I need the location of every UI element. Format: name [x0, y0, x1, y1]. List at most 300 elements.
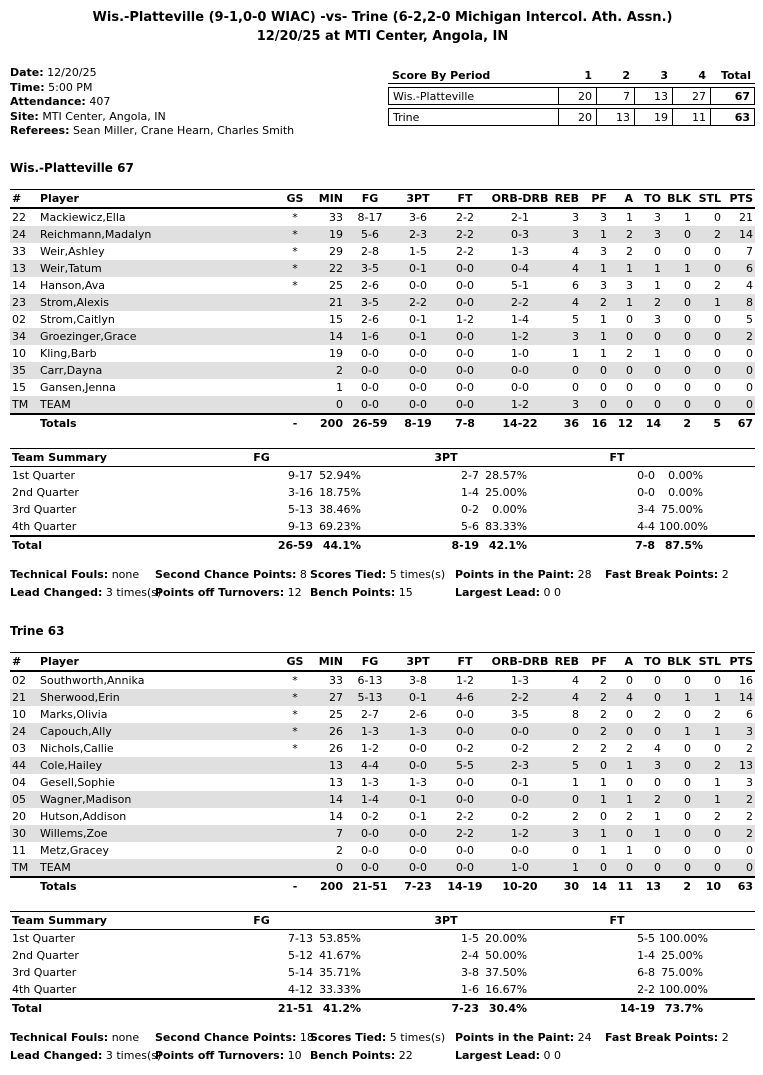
player-row	[10, 757, 755, 774]
table-cell: 0-2	[461, 502, 480, 516]
table-cell: 0	[626, 707, 633, 721]
summary-header-ft: FT	[529, 911, 705, 929]
table-cell: 3-5	[361, 261, 379, 275]
referees-label: Referees:	[10, 124, 70, 137]
table-cell: 2	[663, 414, 693, 432]
table-cell: 1-5	[461, 931, 480, 945]
table-cell: 1	[626, 295, 633, 309]
col-header-gs: GS	[283, 652, 307, 671]
stat-empty	[605, 1047, 755, 1065]
table-cell: 4	[746, 278, 753, 292]
table-cell: 0.00%	[492, 502, 528, 516]
table-cell: 5-5	[456, 758, 474, 772]
table-cell: 0	[626, 775, 633, 789]
col-header-ft: FT	[441, 189, 489, 208]
table-cell: 14	[329, 329, 343, 343]
col-header-player: Player	[38, 652, 283, 671]
table-cell	[705, 964, 755, 981]
table-cell: Mackiewicz,Ella	[40, 210, 126, 224]
score-team-name: Trine	[388, 108, 558, 126]
table-cell: 1	[336, 380, 343, 394]
table-cell: 2nd Quarter	[12, 948, 79, 962]
table-cell: 1	[600, 261, 607, 275]
table-cell: 3-5	[511, 707, 529, 721]
table-cell: 0-1	[409, 312, 427, 326]
table-cell: 0	[714, 210, 721, 224]
table-cell: 1-3	[409, 775, 427, 789]
table-cell: 0	[654, 843, 661, 857]
table-cell: TM	[12, 397, 29, 411]
stat-lead-changed: Lead Changed: 3 times(s)	[10, 585, 162, 599]
table-cell: 30	[12, 826, 26, 840]
table-cell: 0-0	[511, 724, 529, 738]
table-cell: 4-12	[288, 982, 313, 996]
table-cell: Totals	[38, 414, 283, 432]
table-cell: Willems,Zoe	[40, 826, 108, 840]
table-cell: *	[292, 707, 298, 721]
table-cell: 04	[12, 775, 26, 789]
table-cell: 2	[746, 741, 753, 755]
table-cell: 3	[572, 397, 579, 411]
table-cell: 1	[572, 346, 579, 360]
table-cell: 0-1	[409, 261, 427, 275]
table-cell: 30	[551, 877, 581, 895]
player-row	[10, 328, 755, 345]
table-cell: 1	[684, 724, 691, 738]
col-header-pf: PF	[581, 189, 609, 208]
table-cell: Carr,Dayna	[40, 363, 103, 377]
table-cell: 3	[572, 210, 579, 224]
table-cell: 0	[746, 397, 753, 411]
summary-header-row	[10, 911, 755, 929]
table-cell: 2-2	[456, 227, 474, 241]
score-q4: 11	[672, 108, 710, 126]
table-cell: 1	[654, 809, 661, 823]
summary-header-filler	[705, 448, 755, 466]
table-cell: 0	[600, 397, 607, 411]
score-total: 63	[710, 108, 755, 126]
table-cell: 26	[329, 741, 343, 755]
game-info-time	[10, 81, 294, 96]
player-row	[10, 740, 755, 757]
table-cell: 20.00%	[485, 931, 528, 945]
date-value: 12/20/25	[47, 66, 97, 79]
table-cell: Metz,Gracey	[40, 843, 109, 857]
table-cell: Gansen,Jenna	[40, 380, 116, 394]
table-cell: 3	[572, 826, 579, 840]
table-cell: 2	[746, 329, 753, 343]
col-header-number: #	[10, 189, 38, 208]
player-row	[10, 277, 755, 294]
table-cell: 0	[654, 363, 661, 377]
table-cell: 0-0	[361, 860, 379, 874]
col-header-pts: PTS	[723, 652, 755, 671]
table-cell: 4	[626, 690, 633, 704]
stat-fast-break-points: Fast Break Points: 2	[605, 1030, 729, 1044]
table-cell: 1	[654, 278, 661, 292]
table-cell: 2-6	[361, 312, 379, 326]
table-cell: 4	[654, 741, 661, 755]
table-cell: Strom,Alexis	[40, 295, 109, 309]
table-cell: 0	[684, 843, 691, 857]
table-cell: 0-0	[361, 363, 379, 377]
table-cell: *	[292, 724, 298, 738]
table-cell: 7-23	[363, 999, 481, 1017]
table-cell: 0-1	[409, 329, 427, 343]
player-row	[10, 671, 755, 689]
team-box-score-table-trine	[10, 652, 755, 895]
table-cell: 25	[329, 707, 343, 721]
table-cell: 9-13	[288, 519, 313, 533]
table-cell: 0	[626, 329, 633, 343]
table-cell: 0-0	[511, 792, 529, 806]
table-cell: 1	[714, 792, 721, 806]
score-q4: 27	[672, 87, 710, 105]
table-cell: 8	[746, 295, 753, 309]
page-title-line2: 12/20/25 at MTI Center, Angola, IN	[256, 29, 509, 44]
stat-lead-changed: Lead Changed: 3 times(s)	[10, 1048, 162, 1062]
table-cell	[283, 294, 307, 311]
summary-row	[10, 518, 755, 536]
player-row	[10, 774, 755, 791]
table-cell: 0	[654, 775, 661, 789]
score-header-row	[388, 69, 755, 84]
table-cell: 0	[336, 860, 343, 874]
table-cell: 15	[329, 312, 343, 326]
box-header-row	[10, 189, 755, 208]
table-cell: 4	[572, 295, 579, 309]
table-cell: 0	[600, 363, 607, 377]
col-header-blk: BLK	[663, 652, 693, 671]
stat-bench-points: Bench Points: 22	[310, 1048, 413, 1062]
table-cell: 14	[12, 278, 26, 292]
table-cell	[10, 877, 38, 895]
table-cell: 2	[714, 707, 721, 721]
table-cell: 0-4	[511, 261, 529, 275]
player-row	[10, 859, 755, 877]
table-cell: 0	[572, 363, 579, 377]
table-cell: 2	[663, 877, 693, 895]
table-cell: 34	[12, 329, 26, 343]
table-cell: 1	[572, 860, 579, 874]
table-cell: 0	[714, 244, 721, 258]
table-cell	[705, 929, 755, 947]
summary-row	[10, 947, 755, 964]
table-cell: 0	[684, 860, 691, 874]
table-cell: 10	[12, 346, 26, 360]
table-cell: 1	[684, 261, 691, 275]
stat-technical-fouls: Technical Fouls: none	[10, 567, 140, 581]
table-cell: 3	[746, 775, 753, 789]
table-cell: 2	[600, 295, 607, 309]
table-cell: *	[292, 227, 298, 241]
table-cell: 1-6	[461, 982, 480, 996]
table-cell: 21	[739, 210, 753, 224]
table-cell: 2-2	[637, 982, 656, 996]
table-cell: 1	[654, 261, 661, 275]
table-cell: 1	[600, 329, 607, 343]
table-cell: 3	[626, 278, 633, 292]
table-cell: 0-0	[456, 329, 474, 343]
table-cell: 5-13	[357, 690, 383, 704]
team-summary-table-platteville	[10, 448, 755, 554]
table-cell	[705, 999, 755, 1017]
table-cell: 0	[684, 363, 691, 377]
col-header-stl: STL	[693, 189, 723, 208]
site-value: MTI Center, Angola, IN	[42, 109, 166, 123]
table-cell: 41.67%	[319, 948, 362, 962]
table-cell: 2	[336, 843, 343, 857]
table-cell: 29	[329, 244, 343, 258]
table-cell: 2	[600, 707, 607, 721]
attendance-label: Attendance:	[10, 95, 86, 108]
table-cell: 3-4	[637, 502, 656, 516]
table-cell: 0-0	[456, 707, 474, 721]
table-cell: 2-1	[511, 210, 529, 224]
col-header-ft: FT	[441, 652, 489, 671]
table-cell: 44.1%	[315, 536, 363, 554]
score-q3: 19	[634, 108, 672, 126]
player-row	[10, 396, 755, 414]
table-cell: 1-0	[511, 346, 529, 360]
table-cell: 0	[684, 329, 691, 343]
table-cell: 4	[572, 244, 579, 258]
col-header-reb: REB	[551, 652, 581, 671]
table-cell: TM	[12, 860, 29, 874]
table-cell: 33	[329, 210, 343, 224]
table-cell: 2	[336, 363, 343, 377]
table-cell: 3	[654, 227, 661, 241]
table-cell	[283, 328, 307, 345]
table-cell: 0-0	[456, 295, 474, 309]
table-cell	[283, 842, 307, 859]
table-cell: 2	[654, 707, 661, 721]
summary-row	[10, 466, 755, 484]
table-cell: 3-5	[361, 295, 379, 309]
score-header-q2: 2	[596, 69, 634, 84]
stat-second-chance-points: Second Chance Points: 18	[155, 1030, 314, 1044]
table-cell: 15	[12, 380, 26, 394]
table-cell: 20	[12, 809, 26, 823]
table-cell: 0	[600, 809, 607, 823]
col-header-3pt: 3PT	[395, 652, 441, 671]
game-info-row	[10, 66, 755, 139]
table-cell: 33	[329, 673, 343, 687]
col-header-blk: BLK	[663, 189, 693, 208]
summary-row	[10, 964, 755, 981]
table-cell: 0	[746, 380, 753, 394]
table-cell: 0-0	[456, 380, 474, 394]
table-cell: 5-14	[288, 965, 313, 979]
player-row	[10, 260, 755, 277]
summary-header-fg: FG	[160, 448, 363, 466]
table-cell: 0-0	[456, 363, 474, 377]
table-cell: 4th Quarter	[12, 519, 77, 533]
table-cell: 0	[600, 380, 607, 394]
table-cell: 21-51	[345, 877, 395, 895]
table-cell: 1	[654, 346, 661, 360]
col-header-orb-drb: ORB-DRB	[489, 189, 551, 208]
stat-fast-break-points: Fast Break Points: 2	[605, 567, 729, 581]
table-cell: 0-0	[409, 843, 427, 857]
table-cell: 75.00%	[661, 502, 704, 516]
table-cell: 3	[654, 210, 661, 224]
score-header-total: Total	[710, 69, 755, 84]
score-team-name: Wis.-Platteville	[388, 87, 558, 105]
table-cell: 21-51	[160, 999, 315, 1017]
table-cell: 13	[739, 758, 753, 772]
table-cell: 0-0	[409, 826, 427, 840]
table-cell: 0-0	[511, 380, 529, 394]
stat-points-off-turnovers: Points off Turnovers: 10	[155, 1048, 302, 1062]
table-cell: Weir,Tatum	[40, 261, 102, 275]
table-cell	[283, 791, 307, 808]
col-header-ast: A	[609, 652, 635, 671]
table-cell: 0	[626, 363, 633, 377]
table-cell: 5-13	[288, 502, 313, 516]
stat-points-in-paint: Points in the Paint: 24	[455, 1030, 592, 1044]
stat-bench-points: Bench Points: 15	[310, 585, 413, 599]
table-cell: 0-0	[456, 792, 474, 806]
table-cell: 0-1	[409, 792, 427, 806]
table-cell: 1	[626, 210, 633, 224]
table-cell: 14	[329, 792, 343, 806]
table-cell: 24	[12, 724, 26, 738]
table-cell: Strom,Caitlyn	[40, 312, 115, 326]
table-cell: 0	[714, 860, 721, 874]
table-cell: 25.00%	[661, 948, 704, 962]
table-cell: 21	[329, 295, 343, 309]
box-header-row	[10, 652, 755, 671]
table-cell: 0	[714, 673, 721, 687]
table-cell: 0	[684, 397, 691, 411]
table-cell: 24	[12, 227, 26, 241]
score-by-period-table	[388, 66, 755, 129]
table-cell: 3	[746, 724, 753, 738]
table-cell: 1-2	[511, 397, 529, 411]
table-cell: 4-4	[637, 519, 656, 533]
table-cell: 0-0	[456, 843, 474, 857]
team-summary-table-trine	[10, 911, 755, 1017]
table-cell: Wagner,Madison	[40, 792, 132, 806]
table-cell: 33	[12, 244, 26, 258]
table-cell	[283, 757, 307, 774]
summary-header-filler	[705, 911, 755, 929]
table-cell: 4	[572, 673, 579, 687]
table-cell: 0-0	[456, 346, 474, 360]
table-cell: 16	[581, 414, 609, 432]
summary-header-3pt: 3PT	[363, 911, 529, 929]
table-cell: 1	[626, 758, 633, 772]
col-header-to: TO	[635, 652, 663, 671]
table-cell: 0-2	[456, 741, 474, 755]
table-cell: 25.00%	[485, 485, 528, 499]
table-cell: 0	[654, 724, 661, 738]
table-cell: 41.2%	[315, 999, 363, 1017]
player-row	[10, 842, 755, 859]
table-cell: 73.7%	[657, 999, 705, 1017]
page-title-line1: Wis.-Platteville (9-1,0-0 WIAC) -vs- Trine (6-2,2-0 Michigan Intercol. Ath. Assn.)	[92, 10, 673, 25]
table-cell: 13	[329, 758, 343, 772]
table-cell: 0-2	[511, 809, 529, 823]
player-row	[10, 362, 755, 379]
table-cell: 1	[684, 210, 691, 224]
score-header-q4: 4	[672, 69, 710, 84]
table-cell: 1-6	[361, 329, 379, 343]
player-row	[10, 345, 755, 362]
table-cell	[705, 466, 755, 484]
table-cell: 18.75%	[319, 485, 362, 499]
table-cell: 7-23	[395, 877, 441, 895]
col-header-pf: PF	[581, 652, 609, 671]
table-cell: 69.23%	[319, 519, 362, 533]
table-cell: 2	[600, 673, 607, 687]
player-row	[10, 825, 755, 842]
table-cell: 30.4%	[481, 999, 529, 1017]
table-cell: 3rd Quarter	[12, 965, 77, 979]
table-cell: *	[292, 673, 298, 687]
table-cell: Kling,Barb	[40, 346, 97, 360]
table-cell: 42.1%	[481, 536, 529, 554]
table-cell	[283, 825, 307, 842]
table-cell: 0	[684, 244, 691, 258]
table-cell	[283, 379, 307, 396]
table-cell: 6	[746, 707, 753, 721]
table-cell: 0	[714, 312, 721, 326]
table-cell: 0	[626, 397, 633, 411]
table-cell: 2-2	[456, 210, 474, 224]
table-cell: 0-0	[637, 468, 656, 482]
table-cell: 0-0	[409, 346, 427, 360]
table-cell: 1	[714, 295, 721, 309]
table-cell: 14-22	[489, 414, 551, 432]
table-cell: 1	[714, 690, 721, 704]
table-cell: Cole,Hailey	[40, 758, 103, 772]
table-cell: *	[292, 741, 298, 755]
table-cell: Marks,Olivia	[40, 707, 108, 721]
table-cell: 1-2	[361, 741, 379, 755]
table-cell: 27	[329, 690, 343, 704]
table-cell: 14-19	[441, 877, 489, 895]
table-cell: *	[292, 278, 298, 292]
table-cell: 1-3	[511, 673, 529, 687]
team-box-score-table-platteville	[10, 189, 755, 432]
table-cell: 4-4	[361, 758, 379, 772]
table-cell: 5	[572, 312, 579, 326]
table-cell: 0	[684, 312, 691, 326]
table-cell	[705, 501, 755, 518]
table-cell: 0	[684, 278, 691, 292]
table-cell: 0	[572, 792, 579, 806]
player-row	[10, 226, 755, 243]
table-cell: 12	[609, 414, 635, 432]
table-cell: 1-4	[511, 312, 529, 326]
table-cell: 33.33%	[319, 982, 362, 996]
table-cell: 2-2	[511, 690, 529, 704]
table-cell: 38.46%	[319, 502, 362, 516]
table-cell: 3	[654, 758, 661, 772]
table-cell	[705, 518, 755, 536]
score-total: 67	[710, 87, 755, 105]
table-cell: 2	[600, 690, 607, 704]
table-cell: 14	[581, 877, 609, 895]
table-cell: 02	[12, 312, 26, 326]
table-cell	[283, 362, 307, 379]
table-cell: 0	[714, 826, 721, 840]
game-info-block	[10, 66, 294, 139]
stat-scores-tied: Scores Tied: 5 times(s)	[310, 567, 446, 581]
table-cell: 5-1	[511, 278, 529, 292]
